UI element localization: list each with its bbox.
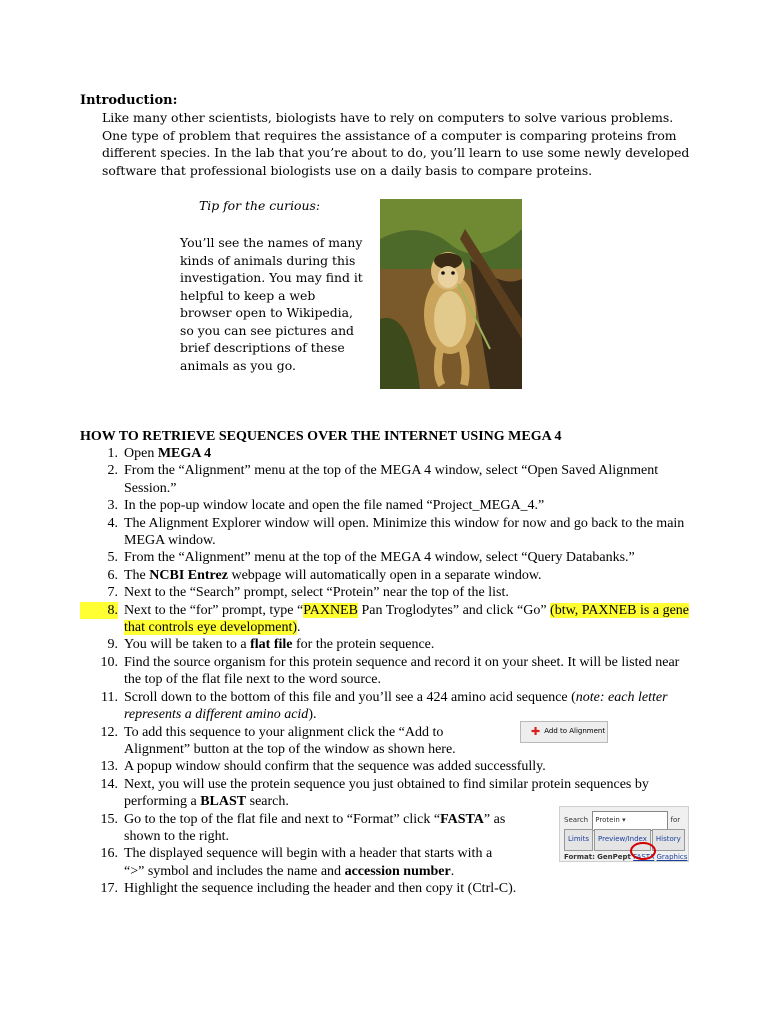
database-select: Protein ▾ — [592, 811, 668, 831]
step-14: 14. Next, you will use the protein sequence you just obtained to find similar protein sequences by performing a BLAST search. — [100, 776, 649, 810]
step-16: 16. The displayed sequence will begin with a header that starts with a “>” symbol and includes the name and accession number. — [100, 846, 493, 879]
search-row: Search Protein ▾ for — [564, 811, 680, 831]
step-5: 5. From the “Alignment” menu at the top of the MEGA 4 window, select “Query Databanks.” — [107, 550, 635, 566]
step-10: 10. Find the source organism for this protein sequence and record it on your sheet. It will be listed near the top of the flat file next to the word source. — [100, 654, 680, 688]
step-2: 2. From the “Alignment” menu at the top of the MEGA 4 window, select “Open Saved Alignment Session.” — [107, 463, 659, 496]
capuchin-monkey-image — [380, 199, 522, 389]
step-7: 7. Next to the “Search” prompt, select “Protein” near the top of the list. — [107, 585, 509, 601]
add-to-alignment-screenshot — [520, 721, 608, 743]
format-row: Format: GenPept FASTA Graphics — [564, 853, 688, 861]
fasta-format-screenshot — [559, 806, 689, 862]
step-17: 17. Highlight the sequence including the header and then copy it (Ctrl-C). — [100, 881, 517, 897]
tip-paragraph: You’ll see the names of many kinds of animals during this investigation. You may find it helpful to keep a web browser open to Wikipedia, so you can see pictures and brief descriptions of these animals as you go. — [180, 235, 363, 373]
monkey-photo — [380, 199, 522, 389]
fasta-link: FASTA — [633, 853, 655, 861]
step-11: 11. Scroll down to the bottom of this file and you’ll see a 424 amino acid sequence (note: each letter represents a different amino acid). — [101, 689, 668, 723]
tab-row — [564, 829, 686, 851]
step-8: 8. Next to the “for” prompt, type “PAXNEB Pan Troglodytes” and click “Go” (btw, PAXNEB is a gene that controls eye development). — [0, 602, 768, 637]
step-4: 4. The Alignment Explorer window will open. Minimize this window for now and go back to the main MEGA window. — [107, 515, 685, 549]
tip-title: Tip for the curious: — [199, 198, 321, 213]
intro-paragraph: Like many other scientists, biologists have to rely on computers to solve various problems. One type of problem that requires the assistance of a computer is comparing proteins from different species. In the lab that you’re about to do, you’ll learn to use some newly developed software that professional biologists use on a daily basis to compare proteins. — [102, 110, 690, 178]
step-15: 15. Go to the top of the flat file and next to “Format” click “FASTA” as shown to the right. — [100, 811, 506, 844]
red-circle-highlight — [630, 842, 656, 860]
step-1: 1. Open MEGA 4 — [107, 446, 212, 461]
step-3: 3. In the pop-up window locate and open the file named “Project_MEGA_4.” — [107, 498, 545, 514]
howto-heading: HOW TO RETRIEVE SEQUENCES OVER THE INTERNET USING MEGA 4 — [80, 429, 562, 444]
graphics-link: Graphics — [656, 853, 688, 861]
tab-preview-index: Preview/Index — [594, 829, 651, 851]
step-6: 6. The NCBI Entrez webpage will automatically open in a separate window. — [107, 567, 542, 583]
step-13: 13. A popup window should confirm that the sequence was added successfully. — [100, 759, 546, 775]
intro-heading: Introduction: — [80, 93, 178, 108]
step-9: 9. You will be taken to a flat file for the protein sequence. — [107, 637, 435, 653]
tab-limits: Limits — [564, 829, 593, 851]
tab-history: History — [652, 829, 685, 851]
plus-icon: ✚ — [531, 725, 541, 739]
step-12: 12. To add this sequence to your alignment click the “Add to Alignment” button at the top of the window as shown here. — [100, 724, 456, 757]
add-to-alignment-label: Add to Alignment — [544, 727, 606, 736]
